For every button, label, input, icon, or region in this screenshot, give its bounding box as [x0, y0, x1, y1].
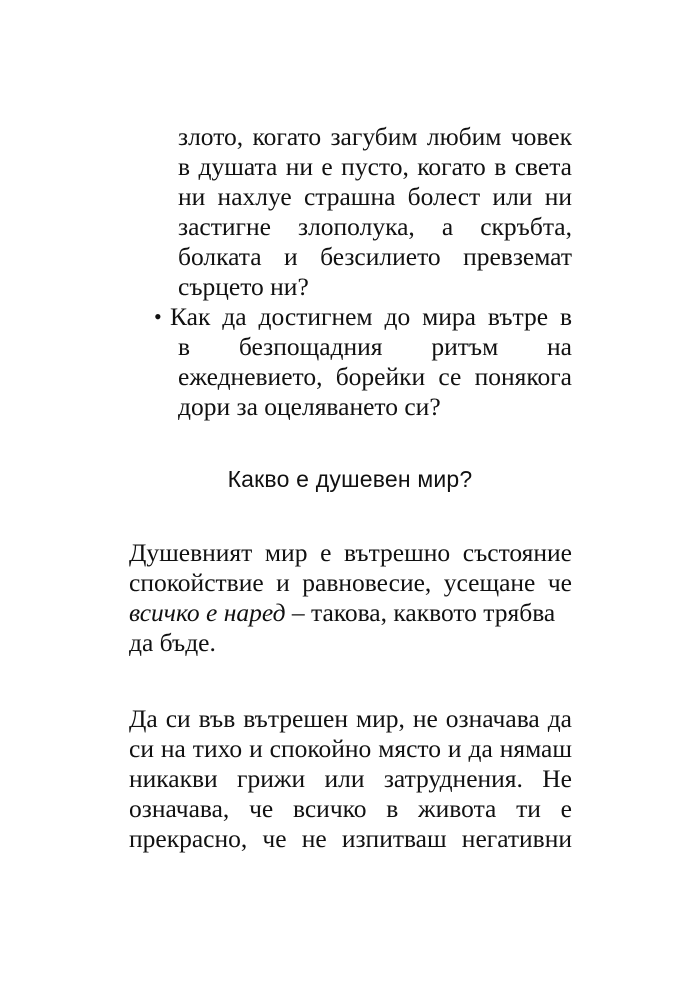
- text-line: Душевният мир е вътрешно състояние: [129, 538, 572, 567]
- section-heading: Какво е душевен мир?: [227, 466, 473, 492]
- text-line: застигне злополука, а скръбта,: [178, 212, 572, 241]
- text-line: сърцето ни?: [178, 272, 309, 301]
- text-line: никакви грижи или затруднения. Не: [129, 764, 572, 793]
- text-line: да бъде.: [129, 628, 216, 657]
- text-line: [129, 598, 572, 627]
- text-line: Как да достигнем до мира вътре в: [170, 302, 572, 331]
- text-line: прекрасно, че не изпитваш негативни: [129, 824, 572, 853]
- text-line: в душата ни е пусто, когато в света: [178, 152, 572, 181]
- text-line: си на тихо и спокойно място и да нямаш: [129, 734, 572, 763]
- text-line: злото, когато загубим любим човек: [178, 122, 572, 151]
- text-line: в безпощадния ритъм на: [178, 332, 572, 361]
- text-line: дори за оцеляването си?: [178, 392, 441, 421]
- text-line: Да си във вътрешен мир, не означава да: [129, 704, 572, 733]
- text-line: спокойствие и равновесие, усещане че: [129, 568, 572, 597]
- emphasis-text: всичко е наред: [129, 598, 286, 627]
- text-line: означава, че всичко в живота ти е: [129, 794, 572, 823]
- text-line: болката и безсилието превземат: [178, 242, 572, 271]
- text-line: ежедневието, борейки се понякога: [178, 362, 572, 391]
- text-run: – такова, каквото трябва: [285, 598, 556, 627]
- bullet-icon: •: [154, 304, 162, 329]
- text-line: ни нахлуе страшна болест или ни: [178, 182, 572, 211]
